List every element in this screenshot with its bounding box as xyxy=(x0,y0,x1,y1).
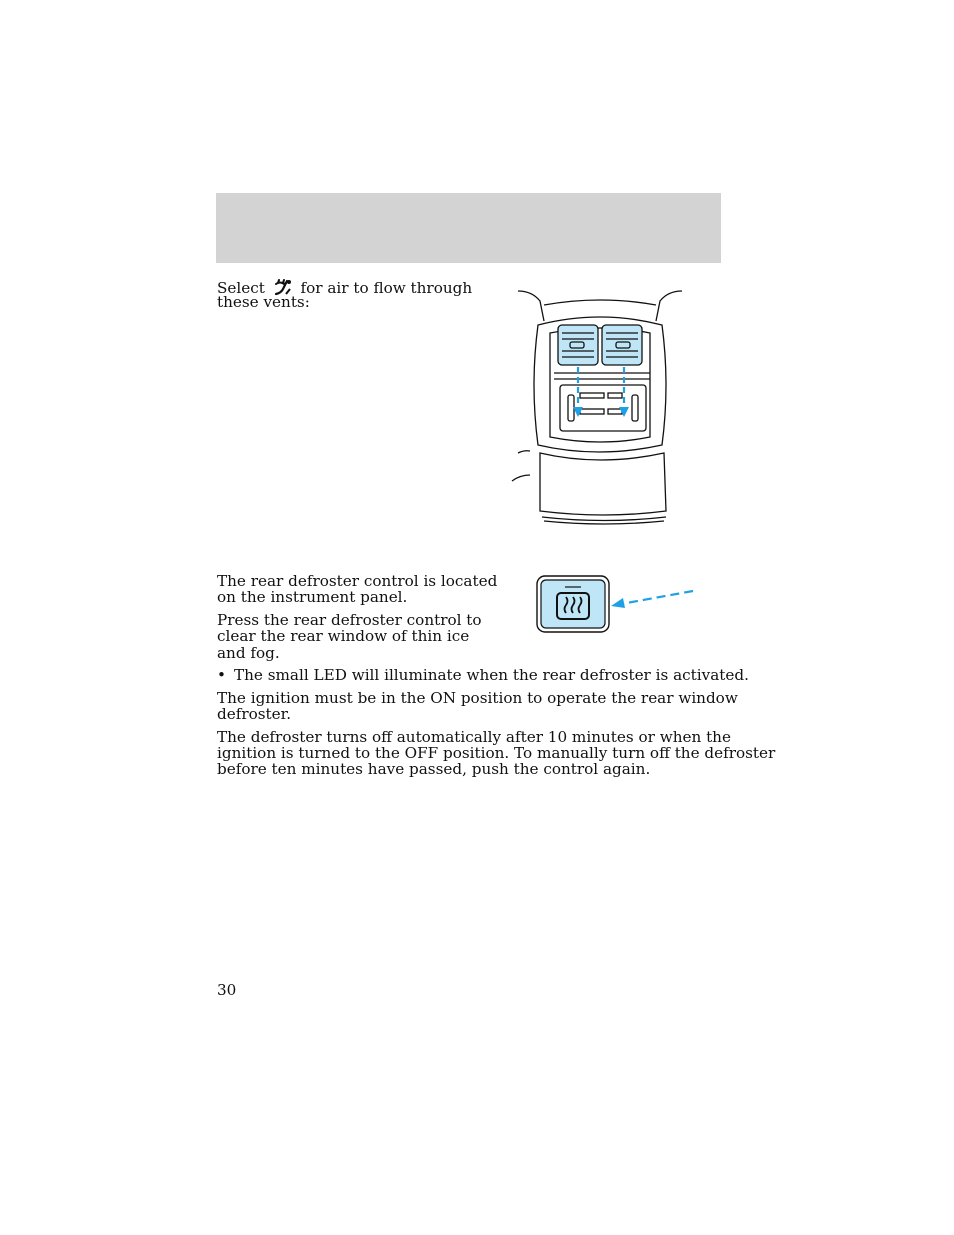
auto-off-line1: The defroster turns off automatically after 10 minutes or when the xyxy=(217,728,731,746)
section-header-bar xyxy=(216,193,721,263)
bullet-led-text: The small LED will illuminate when the rear defroster is activated. xyxy=(234,666,749,684)
defroster-intro-line1: The rear defroster control is located xyxy=(217,572,498,590)
select-text: Select xyxy=(217,279,265,297)
auto-off-line3: before ten minutes have passed, push the control again. xyxy=(217,760,651,778)
right-rear-vent xyxy=(602,325,642,365)
left-seat-outline xyxy=(518,291,544,321)
right-seat-outline xyxy=(656,291,682,321)
ignition-line2: defroster. xyxy=(217,705,292,723)
defroster-intro-line2: on the instrument panel. xyxy=(217,588,408,606)
pointer-arrow xyxy=(621,591,693,604)
left-slider xyxy=(568,395,574,421)
page-number: 30 xyxy=(217,981,237,999)
flow-text: for air to flow through xyxy=(300,279,473,297)
console-base xyxy=(540,453,666,515)
defroster-press-line3: and fog. xyxy=(217,644,280,662)
defroster-press-line2: clear the rear window of thin ice xyxy=(217,627,470,645)
rear-console-figure xyxy=(510,285,690,525)
right-slider xyxy=(632,395,638,421)
ignition-line1: The ignition must be in the ON position to operate the rear window xyxy=(217,689,738,707)
rear-climate-control-panel xyxy=(560,385,646,431)
left-rear-vent xyxy=(558,325,598,365)
bullet-marker: • xyxy=(217,666,226,684)
defroster-press-line1: Press the rear defroster control to xyxy=(217,611,482,629)
vent-instruction-line2: these vents: xyxy=(217,293,310,311)
rear-defroster-figure xyxy=(535,573,700,635)
auto-off-line2: ignition is turned to the OFF position. To manually turn off the defroster xyxy=(217,744,776,762)
